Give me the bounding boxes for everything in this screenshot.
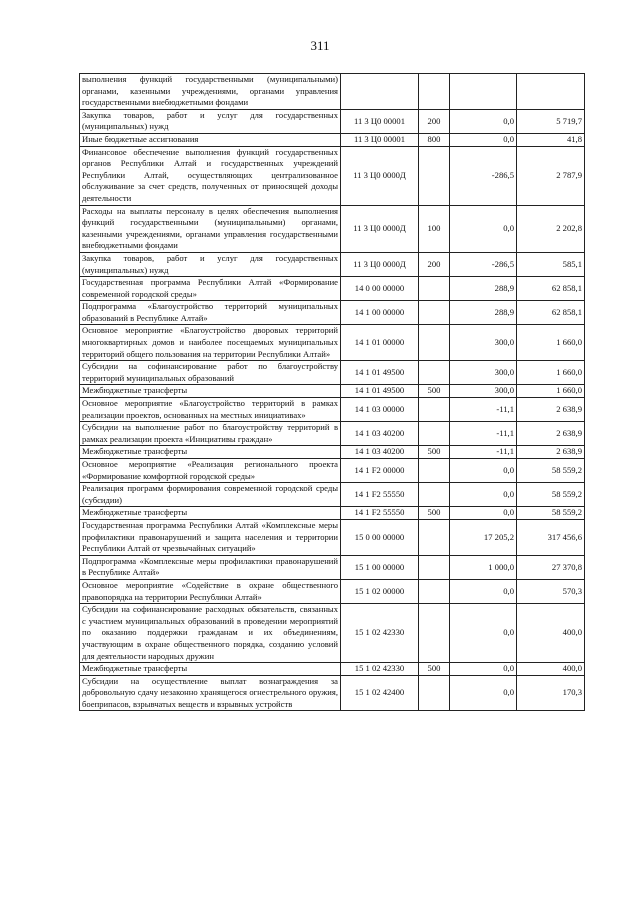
target-article-code-cell: 14 1 F2 55550 — [341, 507, 419, 520]
expense-name-cell: Государственная программа Республики Алтай «Комплексные меры профилактики правонарушений и защита населения и территории Республики Алтай от чрезвычайных ситуаций» — [80, 519, 341, 555]
table-row — [80, 398, 585, 422]
target-article-code-cell: 15 1 00 00000 — [341, 555, 419, 579]
change-amount-cell: -11,1 — [450, 446, 517, 459]
change-amount-cell: 0,0 — [450, 133, 517, 146]
table-row — [80, 277, 585, 301]
total-amount-cell: 62 858,1 — [517, 277, 585, 301]
total-amount-cell: 317 456,6 — [517, 519, 585, 555]
change-amount-cell: 0,0 — [450, 663, 517, 676]
change-amount-cell: -286,5 — [450, 146, 517, 205]
change-amount-cell: 300,0 — [450, 385, 517, 398]
expense-name-cell: Подпрограмма «Комплексные меры профилактики правонарушений в Республике Алтай» — [80, 555, 341, 579]
target-article-code-cell: 14 1 01 49500 — [341, 385, 419, 398]
change-amount-cell: 0,0 — [450, 459, 517, 483]
total-amount-cell: 1 660,0 — [517, 325, 585, 361]
table-row — [80, 579, 585, 603]
expense-name-cell: Межбюджетные трансферты — [80, 663, 341, 676]
target-article-code-cell: 14 1 03 40200 — [341, 446, 419, 459]
table-row — [80, 361, 585, 385]
total-amount-cell: 58 559,2 — [517, 459, 585, 483]
change-amount-cell: 0,0 — [450, 507, 517, 520]
expense-type-cell — [419, 459, 450, 483]
change-amount-cell: 0,0 — [450, 205, 517, 252]
table-row — [80, 675, 585, 711]
expense-type-cell — [419, 604, 450, 663]
expense-name-cell: Основное мероприятие «Содействие в охране общественного правопорядка на территории Республики Алтай» — [80, 579, 341, 603]
expense-name-cell: выполнения функций государственными (муниципальными) органами, казенными учреждениями, органами управления государственными внебюджетными фондами — [80, 74, 341, 110]
total-amount-cell: 41,8 — [517, 133, 585, 146]
expense-type-cell — [419, 325, 450, 361]
total-amount-cell: 58 559,2 — [517, 507, 585, 520]
expense-type-cell — [419, 422, 450, 446]
total-amount-cell: 62 858,1 — [517, 301, 585, 325]
expense-name-cell: Закупка товаров, работ и услуг для государственных (муниципальных) нужд — [80, 109, 341, 133]
target-article-code-cell: 15 0 00 00000 — [341, 519, 419, 555]
change-amount-cell: 0,0 — [450, 483, 517, 507]
expense-type-cell: 200 — [419, 109, 450, 133]
expense-type-cell — [419, 519, 450, 555]
total-amount-cell: 2 638,9 — [517, 446, 585, 459]
table-row — [80, 459, 585, 483]
table-row — [80, 507, 585, 520]
expense-type-cell — [419, 361, 450, 385]
table-row — [80, 109, 585, 133]
change-amount-cell: 17 205,2 — [450, 519, 517, 555]
total-amount-cell: 570,3 — [517, 579, 585, 603]
expense-type-cell: 500 — [419, 507, 450, 520]
change-amount-cell — [450, 74, 517, 110]
target-article-code-cell: 14 1 03 00000 — [341, 398, 419, 422]
table-row — [80, 663, 585, 676]
target-article-code-cell: 14 1 03 40200 — [341, 422, 419, 446]
total-amount-cell: 2 202,8 — [517, 205, 585, 252]
expense-name-cell: Государственная программа Республики Алтай «Формирование современной городской среды» — [80, 277, 341, 301]
total-amount-cell: 27 370,8 — [517, 555, 585, 579]
target-article-code-cell: 14 1 00 00000 — [341, 301, 419, 325]
expense-type-cell: 500 — [419, 385, 450, 398]
table-row — [80, 146, 585, 205]
table-row — [80, 325, 585, 361]
expense-type-cell — [419, 579, 450, 603]
change-amount-cell: -11,1 — [450, 398, 517, 422]
total-amount-cell: 400,0 — [517, 663, 585, 676]
expense-type-cell — [419, 146, 450, 205]
page-number: 311 — [310, 38, 330, 53]
target-article-code-cell: 15 1 02 42330 — [341, 663, 419, 676]
expense-name-cell: Субсидии на осуществление выплат вознаграждения за добровольную сдачу незаконно хранящегося огнестрельного оружия, боеприпасов, взрывчатых веществ и взрывных устройств — [80, 675, 341, 711]
target-article-code-cell: 15 1 02 42400 — [341, 675, 419, 711]
expense-type-cell: 500 — [419, 446, 450, 459]
total-amount-cell: 5 719,7 — [517, 109, 585, 133]
expense-name-cell: Финансовое обеспечение выполнения функций государственных органов Республики Алтай и государственных учреждений Республики Алтай, осуществляющих централизованное обслуживание за счет средств, полученных от приносящей доходы деятельности — [80, 146, 341, 205]
budget-table-body — [80, 74, 585, 711]
table-row — [80, 446, 585, 459]
target-article-code-cell: 11 3 Ц0 00001 — [341, 109, 419, 133]
expense-type-cell — [419, 277, 450, 301]
total-amount-cell: 1 660,0 — [517, 385, 585, 398]
change-amount-cell: -11,1 — [450, 422, 517, 446]
total-amount-cell: 400,0 — [517, 604, 585, 663]
table-row — [80, 133, 585, 146]
total-amount-cell: 1 660,0 — [517, 361, 585, 385]
total-amount-cell: 2 638,9 — [517, 422, 585, 446]
expense-name-cell: Реализация программ формирования современной городской среды (субсидии) — [80, 483, 341, 507]
expense-name-cell: Закупка товаров, работ и услуг для государственных (муниципальных) нужд — [80, 252, 341, 276]
expense-type-cell — [419, 74, 450, 110]
change-amount-cell: 288,9 — [450, 277, 517, 301]
expense-name-cell: Основное мероприятие «Благоустройство территорий в рамках реализации проектов, основанных на местных инициативах» — [80, 398, 341, 422]
total-amount-cell: 2 638,9 — [517, 398, 585, 422]
expense-type-cell — [419, 555, 450, 579]
expense-type-cell: 500 — [419, 663, 450, 676]
expense-name-cell: Межбюджетные трансферты — [80, 385, 341, 398]
target-article-code-cell: 11 3 Ц0 00001 — [341, 133, 419, 146]
target-article-code-cell: 14 1 01 49500 — [341, 361, 419, 385]
target-article-code-cell: 14 0 00 00000 — [341, 277, 419, 301]
expense-type-cell — [419, 398, 450, 422]
table-row — [80, 422, 585, 446]
change-amount-cell: 0,0 — [450, 579, 517, 603]
target-article-code-cell: 11 3 Ц0 0000Д — [341, 205, 419, 252]
change-amount-cell: 0,0 — [450, 109, 517, 133]
change-amount-cell: 300,0 — [450, 325, 517, 361]
table-row — [80, 74, 585, 110]
expense-type-cell: 100 — [419, 205, 450, 252]
table-row — [80, 385, 585, 398]
expense-type-cell — [419, 675, 450, 711]
table-row — [80, 252, 585, 276]
change-amount-cell: 0,0 — [450, 604, 517, 663]
expense-name-cell: Расходы на выплаты персоналу в целях обеспечения выполнения функций государственными (муниципальными) органами, казенными учреждениями, органами управления государственными внебюджетными фондами — [80, 205, 341, 252]
target-article-code-cell: 15 1 02 00000 — [341, 579, 419, 603]
total-amount-cell: 58 559,2 — [517, 483, 585, 507]
target-article-code-cell: 14 1 F2 55550 — [341, 483, 419, 507]
target-article-code-cell: 14 1 F2 00000 — [341, 459, 419, 483]
expense-name-cell: Субсидии на выполнение работ по благоустройству территорий в рамках реализации проекта «Инициативы граждан» — [80, 422, 341, 446]
table-row — [80, 205, 585, 252]
target-article-code-cell: 15 1 02 42330 — [341, 604, 419, 663]
expense-name-cell: Основное мероприятие «Благоустройство дворовых территорий многоквартирных домов и наиболее посещаемых муниципальных территорий общего пользования на территории Республики Алтай» — [80, 325, 341, 361]
change-amount-cell: 0,0 — [450, 675, 517, 711]
target-article-code-cell: 11 3 Ц0 0000Д — [341, 146, 419, 205]
expense-type-cell: 200 — [419, 252, 450, 276]
table-row — [80, 555, 585, 579]
expense-name-cell: Межбюджетные трансферты — [80, 446, 341, 459]
target-article-code-cell: 11 3 Ц0 0000Д — [341, 252, 419, 276]
expense-type-cell — [419, 301, 450, 325]
expense-type-cell: 800 — [419, 133, 450, 146]
table-row — [80, 604, 585, 663]
target-article-code-cell: 14 1 01 00000 — [341, 325, 419, 361]
expense-name-cell: Иные бюджетные ассигнования — [80, 133, 341, 146]
budget-table — [79, 73, 585, 711]
expense-name-cell: Подпрограмма «Благоустройство территорий муниципальных образований в Республике Алтай» — [80, 301, 341, 325]
total-amount-cell — [517, 74, 585, 110]
table-row — [80, 483, 585, 507]
table-row — [80, 519, 585, 555]
change-amount-cell: -286,5 — [450, 252, 517, 276]
total-amount-cell: 2 787,9 — [517, 146, 585, 205]
table-row — [80, 301, 585, 325]
change-amount-cell: 300,0 — [450, 361, 517, 385]
change-amount-cell: 288,9 — [450, 301, 517, 325]
total-amount-cell: 585,1 — [517, 252, 585, 276]
expense-name-cell: Межбюджетные трансферты — [80, 507, 341, 520]
expense-name-cell: Субсидии на софинансирование расходных обязательств, связанных с участием муниципальных образований в проведении мероприятий по оказанию поддержки гражданам и их объединениям, участвующим в охране общественного порядка, созданию условий для деятельности народных дружин — [80, 604, 341, 663]
expense-type-cell — [419, 483, 450, 507]
change-amount-cell: 1 000,0 — [450, 555, 517, 579]
target-article-code-cell — [341, 74, 419, 110]
expense-name-cell: Субсидии на софинансирование работ по благоустройству территорий муниципальных образований — [80, 361, 341, 385]
expense-name-cell: Основное мероприятие «Реализация регионального проекта «Формирование комфортной городской среды» — [80, 459, 341, 483]
total-amount-cell: 170,3 — [517, 675, 585, 711]
